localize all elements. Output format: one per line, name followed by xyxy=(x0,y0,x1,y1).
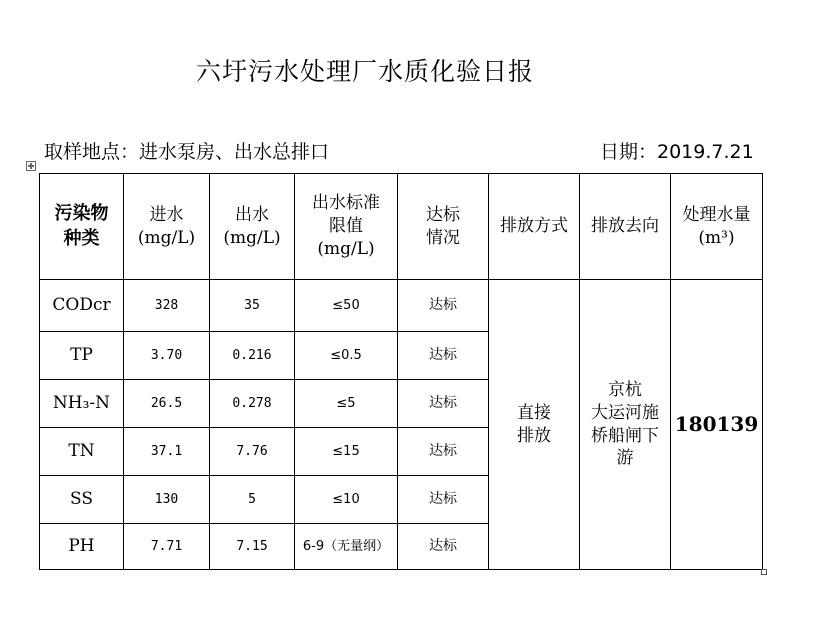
standard-value: ≤10 xyxy=(295,476,398,524)
compliance-status: 达标 xyxy=(398,476,489,524)
inflow-value: 328 xyxy=(124,280,210,332)
compliance-status: 达标 xyxy=(398,524,489,570)
report-date: 日期：2019.7.21 xyxy=(600,141,754,163)
header-inflow: 进水 (mg/L) xyxy=(124,174,210,280)
outflow-value: 0.278 xyxy=(210,380,295,428)
compliance-status: 达标 xyxy=(398,428,489,476)
pollutant-name: TN xyxy=(40,428,124,476)
table-move-handle-icon[interactable] xyxy=(26,161,36,171)
standard-value: ≤0.5 xyxy=(295,332,398,380)
water-quality-table xyxy=(39,173,763,570)
outflow-value: 5 xyxy=(210,476,295,524)
discharge-method-value: 直接 排放 xyxy=(489,280,580,570)
header-pollutant: 污染物 种类 xyxy=(40,174,124,280)
standard-value: ≤50 xyxy=(295,280,398,332)
inflow-value: 130 xyxy=(124,476,210,524)
volume-value: 180139 xyxy=(671,280,763,570)
inflow-value: 7.71 xyxy=(124,524,210,570)
table-resize-handle[interactable] xyxy=(761,569,767,575)
compliance-status: 达标 xyxy=(398,380,489,428)
header-compliance: 达标 情况 xyxy=(398,174,489,280)
pollutant-name: CODcr xyxy=(40,280,124,332)
standard-value: ≤5 xyxy=(295,380,398,428)
pollutant-name: TP xyxy=(40,332,124,380)
inflow-value: 37.1 xyxy=(124,428,210,476)
report-title: 六圩污水处理厂水质化验日报 xyxy=(195,57,534,86)
inflow-value: 3.70 xyxy=(124,332,210,380)
discharge-destination-value: 京杭 大运河施 桥船闸下 游 xyxy=(580,280,671,570)
header-volume: 处理水量 (m³) xyxy=(671,174,763,280)
compliance-status: 达标 xyxy=(398,332,489,380)
header-discharge-method: 排放方式 xyxy=(489,174,580,280)
standard-value: 6-9（无量纲） xyxy=(295,524,398,570)
outflow-value: 35 xyxy=(210,280,295,332)
pollutant-name: PH xyxy=(40,524,124,570)
outflow-value: 7.15 xyxy=(210,524,295,570)
pollutant-name: SS xyxy=(40,476,124,524)
header-outflow: 出水 (mg/L) xyxy=(210,174,295,280)
table-row xyxy=(40,280,763,332)
compliance-status: 达标 xyxy=(398,280,489,332)
sampling-location: 取样地点：进水泵房、出水总排口 xyxy=(44,141,330,163)
standard-value: ≤15 xyxy=(295,428,398,476)
outflow-value: 7.76 xyxy=(210,428,295,476)
header-row xyxy=(40,174,763,280)
header-standard: 出水标准 限值 (mg/L) xyxy=(295,174,398,280)
header-discharge-destination: 排放去向 xyxy=(580,174,671,280)
inflow-value: 26.5 xyxy=(124,380,210,428)
pollutant-name: NH₃-N xyxy=(40,380,124,428)
outflow-value: 0.216 xyxy=(210,332,295,380)
